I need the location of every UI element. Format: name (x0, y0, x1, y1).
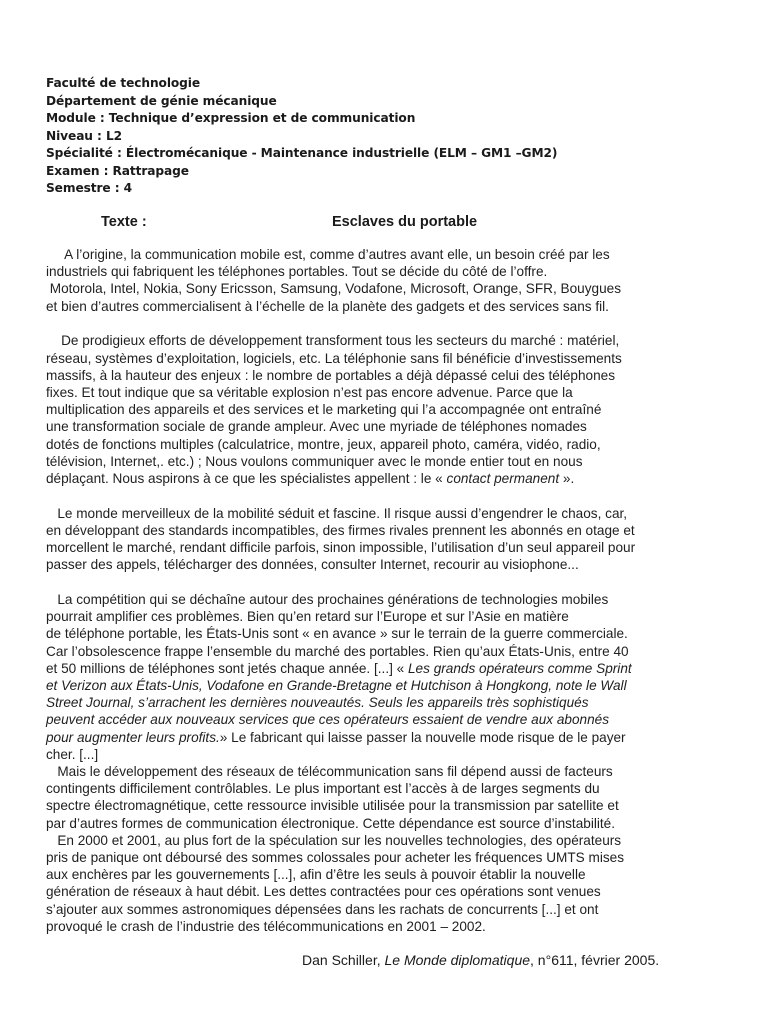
paragraph-5 (46, 763, 720, 832)
text-run: » Le fabricant qui laisse passer la nouvelle mode risque de le payer (219, 729, 626, 745)
text-line: contingents difficilement contrôlables. Le plus important est l’accès à de larges segments du (46, 781, 600, 797)
paragraph-6 (46, 832, 720, 935)
text-line: Motorola, Intel, Nokia, Sony Ericsson, Samsung, Vodafone, Microsoft, Orange, SFR, Bouygues (46, 281, 621, 297)
text-line: industriels qui fabriquent les téléphones portables. Tout se décide du côté de l’offre. (46, 264, 548, 280)
text-line: une transformation sociale de grande ampleur. Avec une myriade de téléphones nomades (46, 419, 587, 435)
italic-quote-line: Street Journal, s’arrachent les dernières nouveautés. Seuls les appareils très sophistiqués (46, 695, 589, 711)
exam-header (46, 75, 557, 198)
text-line: télévision, Internet,. etc.) ; Nous voulons communiquer avec le monde entier tout en nous (46, 453, 583, 469)
text-line: génération de réseaux à haut débit. Les dettes contractées pour ces opérations sont venues (46, 884, 601, 900)
text-line: Car l’obsolescence frappe l’ensemble du marché des portables. Rien qu’aux États-Unis, entre 40 (46, 643, 629, 659)
journal-name: Le Monde diplomatique (384, 952, 531, 968)
text-line: provoqué le crash de l’industrie des télécommunications en 2001 – 2002. (46, 918, 486, 934)
text-run: déplaçant. Nous aspirons à ce que les spécialistes appellent : le « (46, 470, 447, 486)
italic-quote: contact permanent (446, 470, 560, 486)
author: Dan Schiller, (302, 952, 385, 968)
text-label: Texte : (101, 214, 147, 230)
text-line: La compétition qui se déchaîne autour des prochaines générations de technologies mobiles (46, 591, 609, 607)
italic-quote-line: et Verizon aux États-Unis, Vodafone en Grande-Bretagne et Hutchison à Hongkong, note le Wall (46, 677, 627, 693)
source-citation (302, 952, 659, 968)
text-line: De prodigieux efforts de développement transforment tous les secteurs du marché : matériel, (46, 333, 620, 349)
text-line (46, 660, 720, 677)
text-line: par d’autres formes de communication électronique. Cette dépendance est source d’instabilité. (46, 815, 615, 831)
title-row (0, 214, 768, 234)
text-line: aux enchères par les gouvernements [...], afin d’être les seuls à pouvoir établir la nouvelle (46, 867, 586, 883)
text-line: et bien d’autres commercialisent à l’échelle de la planète des gadgets et des services sans fil. (46, 298, 609, 314)
module-line: Module : Technique d’expression et de communication (46, 111, 416, 125)
text-line: s’ajouter aux sommes astronomiques dépensées dans les rachats de concurrents [...] et ont (46, 901, 599, 917)
text-line: cher. [...] (46, 746, 99, 762)
text-line: morcellent le marché, rendant difficile parfois, sinon impossible, l’utilisation d’un seul appareil pour (46, 540, 636, 556)
italic-quote: pour augmenter leurs profits. (46, 729, 220, 745)
exam-line: Examen : Rattrapage (46, 163, 189, 178)
text-line: spectre électromagnétique, cette ressource invisible utilisée pour la transmission par satellite et (46, 798, 619, 814)
text-line: de téléphone portable, les États-Unis sont « en avance » sur le terrain de la guerre commerciale. (46, 626, 628, 642)
paragraph-2 (46, 332, 720, 487)
text-line: Le monde merveilleux de la mobilité séduit et fascine. Il risque aussi d’engendrer le chaos, car, (46, 505, 628, 521)
text-run: ». (559, 470, 575, 486)
text-run: et 50 millions de téléphones sont jetés chaque année. [...] « (46, 660, 408, 676)
specialty-line: Spécialité : Électromécanique - Maintenance industrielle (ELM – GM1 –GM2) (46, 146, 558, 160)
paragraph-4 (46, 591, 720, 763)
text-line: pourrait amplifier ces problèmes. Bien qu’en retard sur l’Europe et sur l’Asie en matière (46, 609, 569, 625)
document-title: Esclaves du portable (332, 214, 478, 230)
text-line: En 2000 et 2001, au plus fort de la spéculation sur les nouvelles technologies, des opérateurs (46, 832, 622, 848)
issue-info: , n°611, février 2005. (530, 952, 660, 968)
paragraph-3 (46, 505, 720, 574)
text-line: A l’origine, la communication mobile est, comme d’autres avant elle, un besoin créé par les (46, 247, 610, 262)
text-line: dotés de fonctions multiples (calculatrice, montre, jeux, appareil photo, caméra, vidéo, radio, (46, 436, 601, 452)
level-line: Niveau : L2 (46, 128, 122, 143)
text-line (46, 729, 720, 746)
faculty-line: Faculté de technologie (46, 76, 201, 90)
paragraph-1 (46, 246, 720, 315)
text-line: multiplication des appareils et des services et le marketing qui l’a accompagnée ont entraîné (46, 402, 602, 418)
text-line: Mais le développement des réseaux de télécommunication sans fil dépend aussi de facteurs (46, 763, 613, 779)
semester-line: Semestre : 4 (46, 181, 133, 195)
text-line: passer des appels, télécharger des données, consulter Internet, recourir au visiophone... (46, 557, 579, 573)
department-line: Département de génie mécanique (46, 93, 277, 108)
text-line: fixes. Et tout indique que sa véritable explosion n’est pas encore advenue. Parce que la (46, 384, 573, 400)
text-line: réseau, systèmes d’exploitation, logiciels, etc. La téléphonie sans fil bénéficie d’investissements (46, 350, 622, 366)
italic-quote-line: peuvent accéder aux nouveaux services que ces opérateurs essaient de vendre aux abonnés (46, 712, 609, 728)
text-line: massifs, à la hauteur des enjeux : le nombre de portables a déjà dépassé celui des téléphones (46, 367, 616, 383)
text-line (46, 470, 720, 487)
italic-quote: Les grands opérateurs comme Sprint (408, 660, 632, 676)
text-line: pris de panique ont déboursé des sommes colossales pour acheter les fréquences UMTS mises (46, 850, 625, 865)
text-line: en développant des standards incompatibles, des firmes rivales prennent les abonnés en otage et (46, 522, 635, 538)
article-body (46, 246, 720, 935)
